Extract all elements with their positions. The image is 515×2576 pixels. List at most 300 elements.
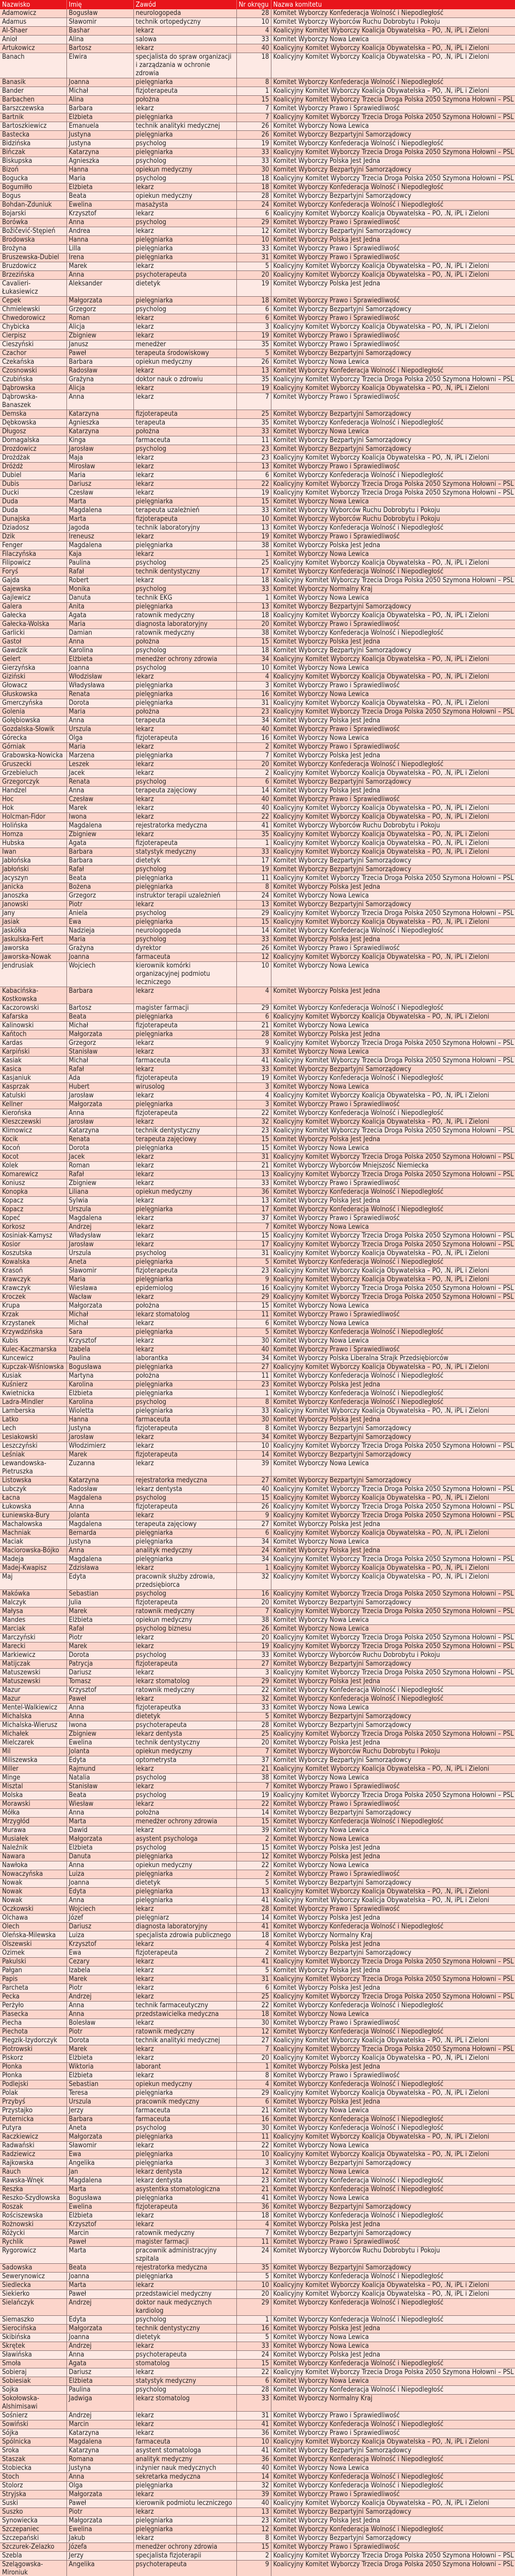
- cell-surname: Kuncewicz: [0, 1354, 66, 1363]
- table-row: [0, 699, 515, 708]
- table-row: [0, 682, 515, 690]
- cell-district-number: 25: [236, 1993, 271, 2002]
- table-row: [0, 2420, 515, 2429]
- cell-profession: lekarz: [133, 1958, 236, 1967]
- cell-profession: lekarz: [133, 1337, 236, 1346]
- cell-first-name: Hubert: [66, 1083, 133, 1092]
- table-row: [0, 1686, 515, 1695]
- cell-profession: lekarz: [133, 1695, 236, 1704]
- cell-first-name: Małgorzata: [66, 1100, 133, 1109]
- cell-profession: instruktor terapii uzależnień: [133, 892, 236, 901]
- cell-committee-name: Komitet Wyborczy Nowa Lewica: [271, 1460, 515, 1477]
- cell-first-name: Bogusława: [66, 2194, 133, 2203]
- cell-surname: Kocoń: [0, 1144, 66, 1153]
- cell-profession: lekarz: [133, 1293, 236, 1302]
- table-row: [0, 2010, 515, 2019]
- table-row: [0, 1520, 515, 1529]
- cell-district-number: 33: [236, 2395, 271, 2412]
- cell-profession: analityk medyczny: [133, 2455, 236, 2464]
- cell-committee-name: Koalicyjny Komitet Wyborczy Koalicja Obywatelska – PO, .N, iPL i Zieloni: [271, 53, 515, 78]
- cell-profession: lekarz: [133, 2212, 236, 2221]
- cell-profession: pielęgniarka: [133, 1407, 236, 1416]
- cell-surname: Gierzyńska: [0, 664, 66, 673]
- cell-district-number: 7: [236, 105, 271, 113]
- cell-surname: Krupa: [0, 1302, 66, 1311]
- cell-committee-name: Komitet Wyborczy Prawo i Sprawiedliwość: [271, 1905, 515, 1914]
- cell-first-name: Ewa: [66, 918, 133, 927]
- cell-surname: Radwański: [0, 2142, 66, 2150]
- cell-surname: Kupczak-Wiśniowska: [0, 1363, 66, 1372]
- cell-first-name: Agnieszka: [66, 157, 133, 166]
- cell-committee-name: Komitet Wyborczy Nowa Lewica: [271, 2142, 515, 2150]
- cell-profession: opiekun medyczny: [133, 1188, 236, 1197]
- cell-surname: Suszko: [0, 2508, 66, 2517]
- cell-profession: lekarz: [133, 227, 236, 236]
- cell-district-number: 23: [236, 1127, 271, 1136]
- cell-first-name: Julia: [66, 1599, 133, 1607]
- table-row: [0, 2150, 515, 2159]
- cell-first-name: Bernarda: [66, 1529, 133, 1538]
- table-row: [0, 1092, 515, 1100]
- cell-committee-name: Koalicyjny Komitet Wyborczy Koalicja Obywatelska – PO, .N, iPL i Zieloni: [271, 1573, 515, 1590]
- cell-district-number: 8: [236, 78, 271, 87]
- cell-committee-name: Komitet Wyborczy Konfederacja Wolność i Niepodległość: [271, 2420, 515, 2429]
- cell-surname: Markiewicz: [0, 1651, 66, 1660]
- cell-profession: masażysta: [133, 201, 236, 210]
- cell-surname: Kleszczewski: [0, 1118, 66, 1127]
- cell-district-number: 3: [236, 1669, 271, 1677]
- cell-surname: Przybyś: [0, 2098, 66, 2107]
- table-row: [0, 1625, 515, 1634]
- cell-committee-name: Koalicyjny Komitet Wyborczy Koalicja Obywatelska – PO, .N, iPL i Zieloni: [271, 1529, 515, 1538]
- table-row: [0, 1057, 515, 1065]
- cell-first-name: Rafał: [66, 1171, 133, 1179]
- cell-committee-name: Koalicyjny Komitet Wyborczy Koalicja Obywatelska – PO, .N, iPL i Zieloni: [271, 1888, 515, 1896]
- cell-profession: lekarz: [133, 323, 236, 332]
- cell-committee-name: Koalicyjny Komitet Wyborczy Trzecia Droga Polska 2050 Szymona Hołowni – PSL: [271, 874, 515, 883]
- cell-surname: Božičević-Stępień: [0, 227, 66, 236]
- cell-committee-name: Komitet Wyborczy Konfederacja Wolność i Niepodległość: [271, 1923, 515, 1931]
- cell-district-number: 7: [236, 1223, 271, 1232]
- cell-committee-name: Koalicyjny Komitet Wyborczy Koalicja Obywatelska – PO, .N, iPL i Zieloni: [271, 655, 515, 664]
- table-row: [0, 2098, 515, 2107]
- cell-district-number: 6: [236, 1319, 271, 1328]
- cell-district-number: 1: [236, 2063, 271, 2072]
- cell-first-name: Małgorzata: [66, 1835, 133, 1844]
- cell-committee-name: Komitet Wyborczy Prawo i Sprawiedliwość: [271, 2072, 515, 2080]
- cell-committee-name: Komitet Wyborczy Konfederacja Wolność i Niepodległość: [271, 1188, 515, 1197]
- cell-surname: Roszak: [0, 2203, 66, 2212]
- cell-first-name: Andrzej: [66, 1223, 133, 1232]
- cell-district-number: 9: [236, 1039, 271, 1048]
- cell-district-number: 28: [236, 1905, 271, 1914]
- cell-surname: Piechota: [0, 2028, 66, 2037]
- cell-district-number: 2: [236, 769, 271, 778]
- cell-surname: Sroka: [0, 2447, 66, 2455]
- cell-district-number: 29: [236, 909, 271, 918]
- cell-surname: Ozimek: [0, 1949, 66, 1958]
- cell-first-name: Małgorzata: [66, 2325, 133, 2333]
- cell-district-number: 3: [236, 682, 271, 690]
- cell-first-name: Alicja: [66, 384, 133, 393]
- cell-first-name: Jarosław: [66, 1433, 133, 1442]
- cell-district-number: 24: [236, 1547, 271, 1555]
- table-row: [0, 2229, 515, 2238]
- cell-surname: Bogus: [0, 192, 66, 201]
- cell-district-number: 5: [236, 1258, 271, 1267]
- cell-committee-name: Komitet Wyborczy Polska Jest Jedna: [271, 1197, 515, 1206]
- cell-surname: Górecka: [0, 734, 66, 743]
- cell-first-name: Rajmund: [66, 1765, 133, 1774]
- cell-first-name: Czesław: [66, 795, 133, 804]
- cell-profession: lekarz: [133, 183, 236, 192]
- cell-surname: Polak: [0, 2089, 66, 2098]
- cell-district-number: 10: [236, 664, 271, 673]
- cell-district-number: 14: [236, 927, 271, 936]
- cell-committee-name: Komitet Wyborczy Konfederacja Wolność i Niepodległość: [271, 1328, 515, 1337]
- cell-committee-name: Komitet Wyborczy Bezpartyjni Samorządowcy: [271, 1949, 515, 1958]
- cell-committee-name: Komitet Wyborczy Konfederacja Wolność i Niepodległość: [271, 2028, 515, 2037]
- cell-profession: pielęgniarka: [133, 2273, 236, 2281]
- cell-profession: terapeuta: [133, 419, 236, 428]
- cell-surname: Hoc: [0, 795, 66, 804]
- cell-district-number: 26: [236, 122, 271, 131]
- cell-district-number: 15: [236, 638, 271, 647]
- cell-committee-name: Komitet Wyborczy Wyborców Ruchu Dobrobytu i Pokoju: [271, 18, 515, 27]
- cell-profession: lekarz: [133, 987, 236, 1004]
- cell-district-number: 19: [236, 140, 271, 148]
- cell-first-name: Elżbieta: [66, 2377, 133, 2386]
- cell-surname: Górniak: [0, 743, 66, 752]
- cell-district-number: 7: [236, 2229, 271, 2238]
- cell-profession: psycholog: [133, 936, 236, 944]
- table-row: [0, 2447, 515, 2455]
- cell-profession: lekarz: [133, 1319, 236, 1328]
- cell-surname: Puternicka: [0, 2115, 66, 2124]
- cell-first-name: Hanna: [66, 166, 133, 175]
- cell-committee-name: Komitet Wyborczy Bezpartyjni Samorządowcy: [271, 1713, 515, 1721]
- cell-district-number: 10: [236, 515, 271, 524]
- cell-committee-name: Komitet Wyborczy Nowa Lewica: [271, 594, 515, 603]
- cell-surname: Bruszewska-Dubiel: [0, 253, 66, 262]
- cell-district-number: 13: [236, 603, 271, 612]
- cell-district-number: 15: [236, 1302, 271, 1311]
- cell-committee-name: Komitet Wyborczy Polska Jest Jedna: [271, 2325, 515, 2333]
- cell-committee-name: Komitet Wyborczy Bezpartyjni Samorządowcy: [271, 192, 515, 201]
- cell-first-name: Beata: [66, 1791, 133, 1800]
- cell-committee-name: Komitet Wyborczy Bezpartyjni Samorządowcy: [271, 603, 515, 612]
- cell-first-name: Nadzieja: [66, 927, 133, 936]
- cell-surname: Kańtoch: [0, 1030, 66, 1039]
- table-row: [0, 524, 515, 533]
- cell-first-name: Zbigniew: [66, 332, 133, 341]
- cell-surname: Golenia: [0, 708, 66, 717]
- cell-first-name: Anna: [66, 2010, 133, 2019]
- cell-first-name: Jolanta: [66, 1512, 133, 1520]
- cell-district-number: 8: [236, 2534, 271, 2543]
- cell-profession: diagnosta laboratoryjny: [133, 1923, 236, 1931]
- cell-first-name: Sylwia: [66, 1197, 133, 1206]
- cell-district-number: 22: [236, 813, 271, 822]
- cell-profession: lekarz: [133, 2045, 236, 2054]
- cell-profession: lekarz: [133, 2429, 236, 2438]
- cell-committee-name: Koalicyjny Komitet Wyborczy Koalicja Obywatelska – PO, .N, iPL i Zieloni: [271, 804, 515, 813]
- cell-first-name: Aleksander: [66, 280, 133, 297]
- table-row: [0, 1048, 515, 1057]
- cell-surname: Staszak: [0, 2455, 66, 2464]
- cell-surname: Hubska: [0, 839, 66, 848]
- cell-district-number: 3: [236, 323, 271, 332]
- cell-district-number: 13: [236, 367, 271, 376]
- cell-district-number: 4: [236, 2080, 271, 2089]
- cell-district-number: 13: [236, 524, 271, 533]
- cell-district-number: 41: [236, 1923, 271, 1931]
- cell-first-name: Dorota: [66, 1144, 133, 1153]
- cell-district-number: 8: [236, 2072, 271, 2080]
- cell-first-name: Andrzej: [66, 1993, 133, 2002]
- cell-profession: lekarz: [133, 1564, 236, 1573]
- cell-committee-name: Komitet Wyborczy Prawo i Sprawiedliwość: [271, 682, 515, 690]
- cell-committee-name: Komitet Wyborczy Bezpartyjni Samorządowcy: [271, 778, 515, 787]
- table-row: [0, 2325, 515, 2333]
- cell-district-number: 33: [236, 1179, 271, 1188]
- cell-committee-name: Koalicyjny Komitet Wyborczy Trzecia Droga Polska 2050 Szymona Hołowni – PSL: [271, 1442, 515, 1451]
- cell-surname: Klimowicz: [0, 1127, 66, 1136]
- cell-committee-name: Koalicyjny Komitet Wyborczy Trzecia Droga Polska 2050 Szymona Hołowni – PSL: [271, 1241, 515, 1249]
- cell-surname: Dąbrowska-Banaszek: [0, 393, 66, 410]
- cell-district-number: 2: [236, 743, 271, 752]
- cell-profession: rejestratorka medyczna: [133, 2264, 236, 2273]
- cell-district-number: 22: [236, 1686, 271, 1695]
- cell-profession: psycholog: [133, 559, 236, 568]
- cell-first-name: Paulina: [66, 2386, 133, 2395]
- cell-committee-name: Koalicyjny Komitet Wyborczy Trzecia Droga Polska 2050 Szymona Hołowni – PSL: [271, 96, 515, 105]
- cell-district-number: 6: [236, 1984, 271, 1993]
- cell-committee-name: Komitet Wyborczy Polska Jest Jedna: [271, 2517, 515, 2526]
- cell-surname: Chmielewski: [0, 306, 66, 314]
- cell-committee-name: Komitet Wyborczy Konfederacja Wolność i Niepodległość: [271, 419, 515, 428]
- cell-district-number: 17: [236, 1241, 271, 1249]
- cell-surname: Siedlecka: [0, 2281, 66, 2290]
- table-row: [0, 725, 515, 734]
- cell-surname: Mazur: [0, 1695, 66, 1704]
- cell-committee-name: Komitet Wyborczy Prawo i Sprawiedliwość: [271, 2238, 515, 2247]
- cell-profession: psycholog: [133, 2124, 236, 2133]
- cell-first-name: Zbigniew: [66, 831, 133, 839]
- table-row: [0, 1022, 515, 1030]
- table-row: [0, 367, 515, 376]
- cell-first-name: Katarzyna: [66, 428, 133, 436]
- cell-first-name: Joanna: [66, 2333, 133, 2342]
- table-row: [0, 717, 515, 725]
- header-profession: Zawód: [133, 0, 236, 9]
- cell-committee-name: Komitet Wyborczy Polska Jest Jedna: [271, 1967, 515, 1975]
- table-row: [0, 2290, 515, 2299]
- table-row: [0, 1425, 515, 1433]
- cell-district-number: 31: [236, 699, 271, 708]
- table-row: [0, 157, 515, 166]
- cell-surname: Sojka: [0, 2386, 66, 2395]
- cell-surname: Gruszecki: [0, 760, 66, 769]
- cell-surname: Listowska: [0, 1477, 66, 1485]
- cell-committee-name: Komitet Wyborczy Bezpartyjni Samorządowcy: [271, 1879, 515, 1888]
- cell-first-name: Wioletta: [66, 1407, 133, 1416]
- cell-district-number: 19: [236, 384, 271, 393]
- cell-profession: fizjoterapeutka: [133, 1704, 236, 1713]
- cell-profession: psycholog: [133, 2316, 236, 2325]
- cell-profession: lekarz: [133, 1765, 236, 1774]
- cell-district-number: 14: [236, 1451, 271, 1460]
- cell-surname: Nawara: [0, 1853, 66, 1861]
- table-row: [0, 2552, 515, 2561]
- table-row: [0, 1214, 515, 1223]
- cell-profession: psycholog: [133, 1774, 236, 1783]
- cell-profession: pielęgniarka: [133, 1258, 236, 1267]
- cell-surname: Rościszewska: [0, 2212, 66, 2221]
- table-row: [0, 638, 515, 647]
- cell-profession: technik analityki medycznej: [133, 2037, 236, 2045]
- cell-first-name: Bartosz: [66, 1004, 133, 1013]
- cell-surname: Kocik: [0, 1136, 66, 1144]
- table-row: [0, 192, 515, 201]
- cell-district-number: 4: [236, 1940, 271, 1949]
- cell-committee-name: Komitet Wyborczy Polska Jest Jedna: [271, 638, 515, 647]
- cell-surname: Synowiecka: [0, 2517, 66, 2526]
- cell-surname: Bastecka: [0, 131, 66, 140]
- cell-surname: Komarewicz: [0, 1171, 66, 1179]
- table-row: [0, 1442, 515, 1451]
- cell-committee-name: Koalicyjny Komitet Wyborczy Trzecia Droga Polska 2050 Szymona Hołowni – PSL: [271, 2561, 515, 2576]
- cell-surname: Kasprzak: [0, 1083, 66, 1092]
- table-row: [0, 2526, 515, 2534]
- cell-profession: doktor nauk medycznych kardiolog: [133, 2299, 236, 2316]
- cell-district-number: 40: [236, 804, 271, 813]
- cell-profession: fizjoterapeuta: [133, 515, 236, 524]
- cell-surname: Pakulski: [0, 1958, 66, 1967]
- cell-profession: pielęgniarka: [133, 2133, 236, 2142]
- cell-surname: Cepek: [0, 297, 66, 306]
- cell-profession: pielęgniarka: [133, 1328, 236, 1337]
- table-row: [0, 376, 515, 384]
- cell-first-name: Paulina: [66, 1354, 133, 1363]
- cell-committee-name: Koalicyjny Komitet Wyborczy Trzecia Droga Polska 2050 Szymona Hołowni – PSL: [271, 2552, 515, 2561]
- cell-profession: pielęgniarka: [133, 1030, 236, 1039]
- cell-first-name: Marta: [66, 2247, 133, 2264]
- cell-first-name: Aneta: [66, 2124, 133, 2133]
- cell-committee-name: Komitet Wyborczy Prawo i Sprawiedliwość: [271, 795, 515, 804]
- cell-first-name: Justyna: [66, 2464, 133, 2473]
- cell-district-number: 7: [236, 113, 271, 122]
- table-row: [0, 2028, 515, 2037]
- cell-district-number: 33: [236, 1065, 271, 1074]
- cell-profession: fizjoterapeuta: [133, 1949, 236, 1958]
- cell-first-name: Kinga: [66, 436, 133, 445]
- cell-profession: pielęgniarka: [133, 1896, 236, 1905]
- table-row: [0, 664, 515, 673]
- cell-district-number: 33: [236, 848, 271, 857]
- table-row: [0, 96, 515, 105]
- table-row: [0, 1477, 515, 1485]
- cell-committee-name: Komitet Wyborczy Bezpartyjni Samorządowcy: [271, 1425, 515, 1433]
- cell-first-name: Anna: [66, 1896, 133, 1905]
- cell-committee-name: Komitet Wyborczy Polska Jest Jedna: [271, 541, 515, 550]
- cell-district-number: 20: [236, 1634, 271, 1642]
- cell-profession: lekarz: [133, 1162, 236, 1171]
- table-row: [0, 78, 515, 87]
- cell-committee-name: Koalicyjny Komitet Wyborczy Koalicja Obywatelska – PO, .N, iPL i Zieloni: [271, 1118, 515, 1127]
- cell-surname: Płonka: [0, 2072, 66, 2080]
- table-row: [0, 36, 515, 44]
- cell-committee-name: Koalicyjny Komitet Wyborczy Trzecia Droga Polska 2050 Szymona Hołowni – PSL: [271, 1127, 515, 1136]
- cell-first-name: Zbigniew: [66, 1179, 133, 1188]
- table-row: [0, 113, 515, 122]
- cell-profession: kierownik komórki organizacyjnej podmiotu leczniczego: [133, 962, 236, 987]
- table-row: [0, 454, 515, 463]
- cell-first-name: Zdzisława: [66, 1564, 133, 1573]
- cell-district-number: 7: [236, 1748, 271, 1756]
- cell-first-name: Robert: [66, 577, 133, 585]
- cell-surname: Sobieraj: [0, 2368, 66, 2377]
- cell-committee-name: Komitet Wyborczy Nowa Lewica: [271, 962, 515, 987]
- cell-first-name: Alina: [66, 96, 133, 105]
- cell-committee-name: Komitet Wyborczy Bezpartyjni Samorządowcy: [271, 2203, 515, 2212]
- cell-first-name: Roman: [66, 314, 133, 323]
- cell-district-number: 21: [236, 1765, 271, 1774]
- cell-district-number: 41: [236, 1958, 271, 1967]
- cell-profession: opiekun medyczny: [133, 192, 236, 201]
- cell-surname: Oleńska-Milewska: [0, 1931, 66, 1940]
- table-row: [0, 1826, 515, 1835]
- cell-profession: menedżer ochrony zdrowia: [133, 1818, 236, 1826]
- cell-district-number: 3: [236, 1083, 271, 1092]
- table-row: [0, 2517, 515, 2526]
- table-row: [0, 2412, 515, 2420]
- cell-committee-name: Koalicyjny Komitet Wyborczy Koalicja Obywatelska – PO, .N, iPL i Zieloni: [271, 271, 515, 280]
- cell-committee-name: Koalicyjny Komitet Wyborczy Koalicja Obywatelska – PO, .N, iPL i Zieloni: [271, 27, 515, 36]
- table-row: [0, 760, 515, 769]
- cell-first-name: Ewelina: [66, 201, 133, 210]
- cell-surname: Dróżdż: [0, 463, 66, 471]
- cell-district-number: 28: [236, 1030, 271, 1039]
- header-surname: Nazwisko: [0, 0, 66, 9]
- cell-profession: lekarz: [133, 1232, 236, 1241]
- table-row: [0, 1223, 515, 1232]
- cell-profession: lekarz: [133, 1512, 236, 1520]
- cell-surname: Bander: [0, 87, 66, 96]
- cell-first-name: Magdalena: [66, 822, 133, 831]
- table-row: [0, 148, 515, 157]
- cell-surname: Kasica: [0, 1065, 66, 1074]
- cell-first-name: Michał: [66, 1022, 133, 1030]
- cell-first-name: Monika: [66, 585, 133, 594]
- cell-surname: Jendrusiak: [0, 962, 66, 987]
- cell-first-name: Anna: [66, 393, 133, 410]
- cell-district-number: 29: [236, 1293, 271, 1302]
- cell-first-name: Anna: [66, 1809, 133, 1818]
- cell-committee-name: Komitet Wyborczy Polska Jest Jedna: [271, 787, 515, 795]
- cell-committee-name: Koalicyjny Komitet Wyborczy Trzecia Droga Polska 2050 Szymona Hołowni – PSL: [271, 376, 515, 384]
- cell-profession: lekarz stomatolog: [133, 1311, 236, 1319]
- cell-first-name: Anna: [66, 271, 133, 280]
- cell-profession: lekarz: [133, 1984, 236, 1993]
- table-row: [0, 2002, 515, 2010]
- cell-district-number: 2: [236, 1949, 271, 1958]
- cell-first-name: Wojciech: [66, 1905, 133, 1914]
- cell-first-name: Elżbieta: [66, 1844, 133, 1853]
- cell-committee-name: Komitet Wyborczy Polska Jest Jedna: [271, 717, 515, 725]
- cell-district-number: 13: [236, 1197, 271, 1206]
- cell-first-name: Cezary: [66, 1958, 133, 1967]
